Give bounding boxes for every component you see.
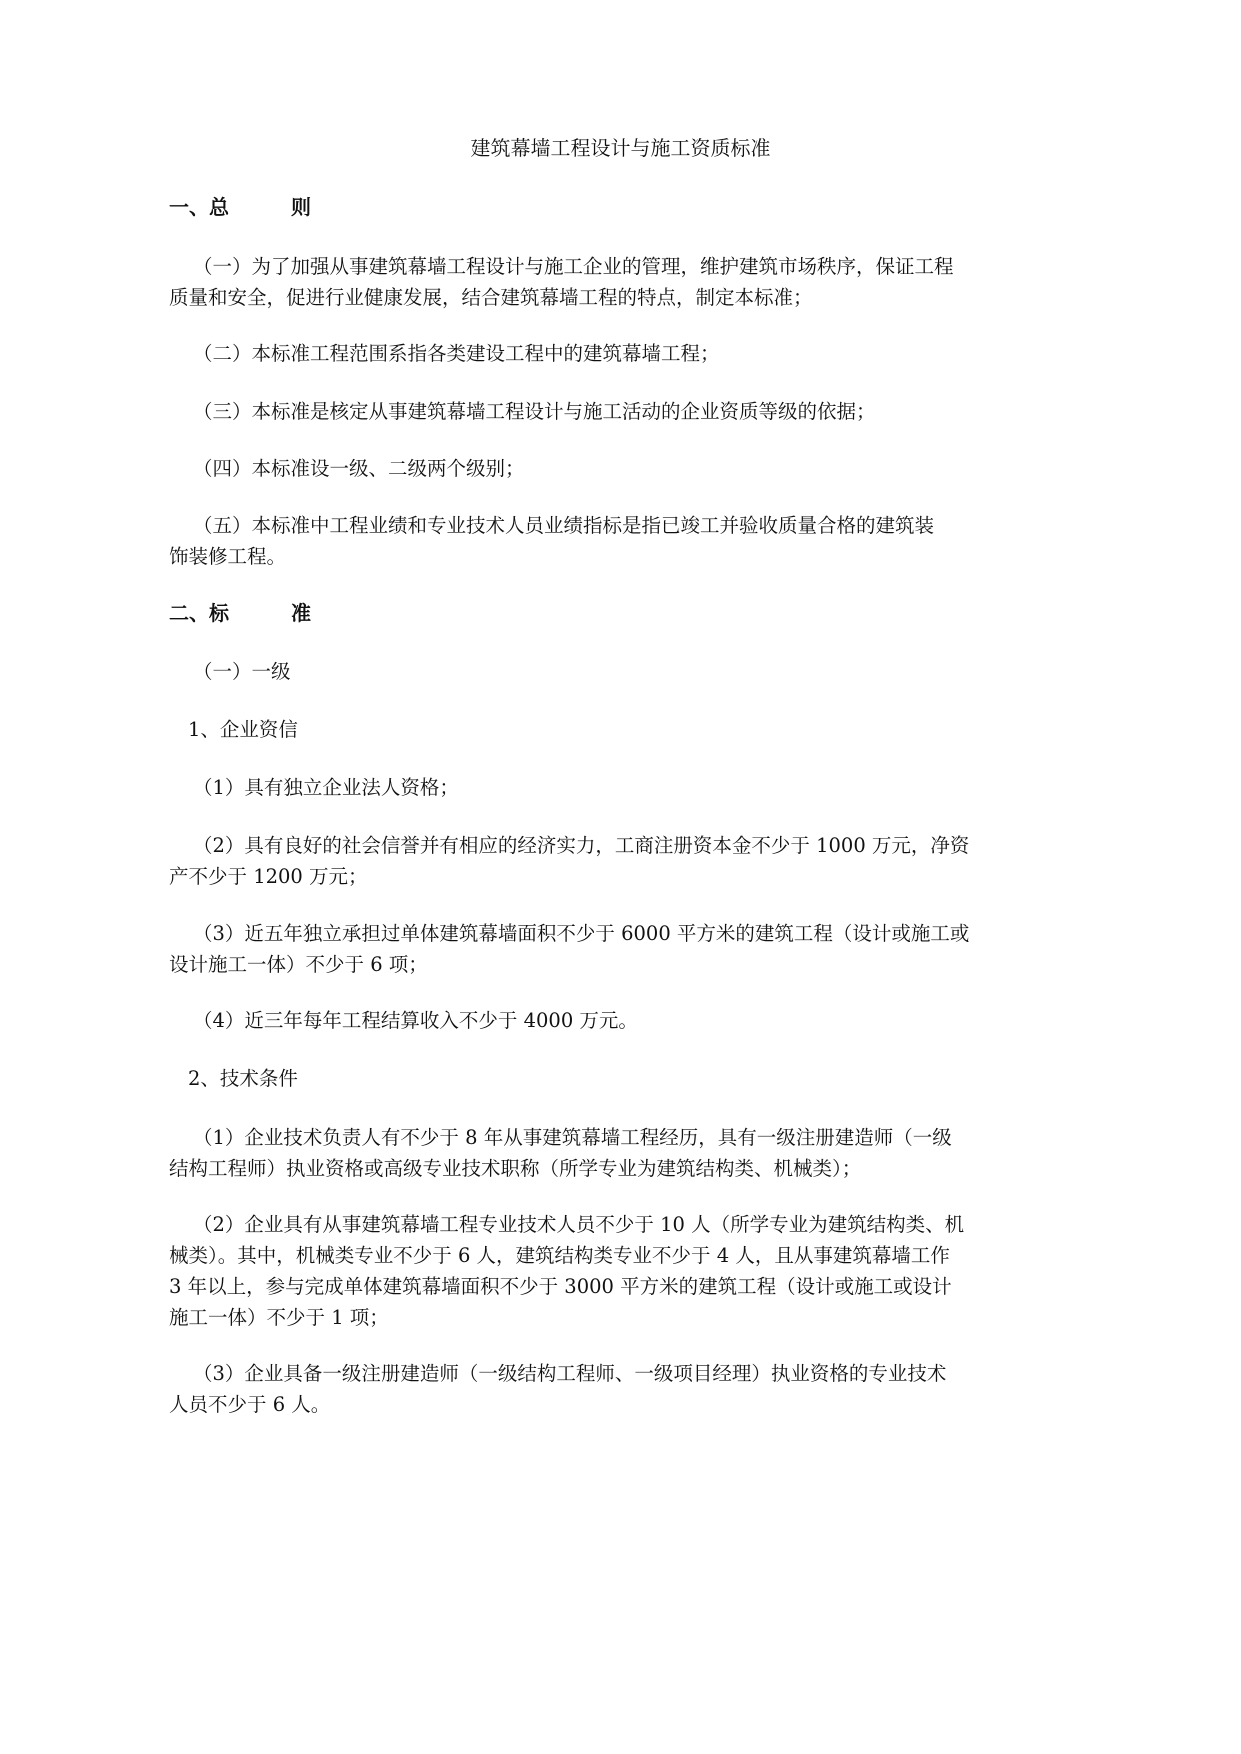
- section-heading-standard-part-b: 准: [291, 601, 311, 625]
- qualification-item-3-line-2: 设计施工一体）不少于 6 项；: [169, 953, 428, 976]
- technical-item-1-line-1: （1）企业技术负责人有不少于 8 年从事建筑幕墙工程经历，具有一级注册建造师（一级: [193, 1126, 952, 1149]
- technical-item-3-line-2: 人员不少于 6 人。: [169, 1393, 331, 1416]
- qualification-item-1: （1）具有独立企业法人资格；: [193, 776, 459, 799]
- technical-heading: 2、技术条件: [188, 1067, 298, 1090]
- technical-item-2-line-2: 械类）。其中，机械类专业不少于 6 人，建筑结构类专业不少于 4 人，且从事建筑幕墙工作: [169, 1244, 950, 1267]
- technical-item-2-line-4: 施工一体）不少于 1 项；: [169, 1306, 389, 1329]
- paragraph-general-5-line-2: 饰装修工程。: [169, 545, 287, 568]
- technical-item-3-line-1: （3）企业具备一级注册建造师（一级结构工程师、一级项目经理）执业资格的专业技术: [193, 1362, 947, 1385]
- technical-item-2-line-1: （2）企业具有从事建筑幕墙工程专业技术人员不少于 10 人（所学专业为建筑结构类、机: [193, 1213, 965, 1236]
- section-heading-general: [169, 191, 311, 224]
- paragraph-general-2: （二）本标准工程范围系指各类建设工程中的建筑幕墙工程；: [193, 342, 720, 365]
- paragraph-general-1-line-1: （一）为了加强从事建筑幕墙工程设计与施工企业的管理，维护建筑市场秩序，保证工程: [193, 255, 954, 278]
- document-title: 建筑幕墙工程设计与施工资质标准: [470, 136, 771, 160]
- paragraph-general-5-line-1: （五）本标准中工程业绩和专业技术人员业绩指标是指已竣工并验收质量合格的建筑装: [193, 514, 935, 537]
- qualification-item-2-line-2: 产不少于 1200 万元；: [169, 865, 368, 888]
- section-heading-general-part-b: 则: [291, 195, 311, 219]
- paragraph-general-3: （三）本标准是核定从事建筑幕墙工程设计与施工活动的企业资质等级的依据；: [193, 400, 876, 423]
- level-heading: （一）一级: [193, 660, 291, 683]
- qualification-item-4: （4）近三年每年工程结算收入不少于 4000 万元。: [193, 1009, 638, 1032]
- technical-item-2-line-3: 3 年以上，参与完成单体建筑幕墙面积不少于 3000 平方米的建筑工程（设计或施工或设计: [169, 1275, 952, 1298]
- section-heading-general-part-a: 一、总: [169, 195, 229, 219]
- section-heading-standard: [169, 597, 311, 630]
- technical-item-1-line-2: 结构工程师）执业资格或高级专业技术职称（所学专业为建筑结构类、机械类）；: [169, 1157, 862, 1180]
- qualification-item-3-line-1: （3）近五年独立承担过单体建筑幕墙面积不少于 6000 平方米的建筑工程（设计或施工或: [193, 922, 970, 945]
- section-heading-standard-part-a: 二、标: [169, 601, 229, 625]
- qualification-item-2-line-1: （2）具有良好的社会信誉并有相应的经济实力，工商注册资本金不少于 1000 万元，净资: [193, 834, 970, 857]
- qualification-heading: 1、企业资信: [188, 718, 298, 741]
- paragraph-general-1-line-2: 质量和安全，促进行业健康发展，结合建筑幕墙工程的特点，制定本标准；: [169, 286, 813, 309]
- paragraph-general-4: （四）本标准设一级、二级两个级别；: [193, 457, 525, 480]
